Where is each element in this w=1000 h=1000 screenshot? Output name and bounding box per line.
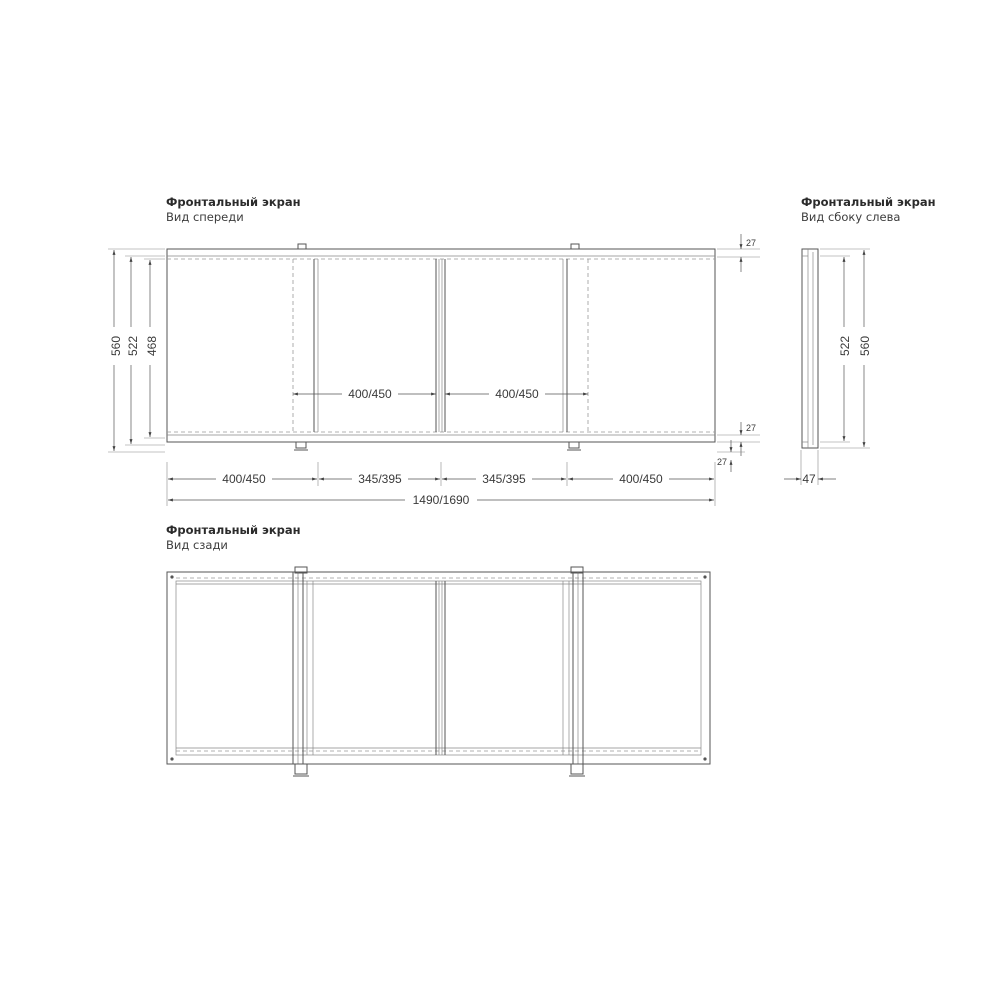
dim-front-height-total: 560 <box>109 335 123 357</box>
side-view-drawing <box>784 249 877 486</box>
side-view-title: Фронтальный экран <box>801 195 936 209</box>
dim-front-seg-3: 345/395 <box>482 472 526 486</box>
dim-front-seg-2: 345/395 <box>358 472 402 486</box>
front-rail-dimensions <box>717 234 760 472</box>
back-frame-outer <box>167 572 710 764</box>
front-foot <box>296 442 306 448</box>
dim-front-foot: 27 <box>717 457 728 467</box>
front-view-drawing <box>167 244 715 450</box>
front-vertical-dimensions <box>101 249 165 452</box>
front-foot <box>569 442 579 448</box>
screw <box>170 575 173 578</box>
dim-front-top-rail: 27 <box>746 238 757 248</box>
screw <box>703 575 706 578</box>
dim-front-sliding-left: 400/450 <box>348 387 392 401</box>
dim-front-total-width: 1490/1690 <box>412 493 470 507</box>
back-view-title: Фронтальный экран <box>166 523 301 537</box>
top-bracket <box>298 244 306 249</box>
side-profile <box>802 249 818 448</box>
front-view-subtitle: Вид спереди <box>166 210 244 224</box>
front-sliding-dimensions <box>293 386 588 401</box>
dim-front-bottom-rail: 27 <box>746 423 757 433</box>
front-frame-outer <box>167 249 715 442</box>
front-horizontal-dimensions <box>167 462 715 507</box>
dim-front-height-inner: 468 <box>145 335 159 357</box>
screw <box>703 757 706 760</box>
dim-front-seg-4: 400/450 <box>619 472 663 486</box>
dim-side-height-panel: 522 <box>838 335 852 357</box>
screw <box>170 757 173 760</box>
back-bracket <box>571 764 583 774</box>
dim-side-depth: 47 <box>802 472 816 486</box>
dim-front-sliding-right: 400/450 <box>495 387 539 401</box>
dim-front-height-panel: 522 <box>126 335 140 357</box>
front-view-title: Фронтальный экран <box>166 195 301 209</box>
back-view-drawing <box>167 567 710 776</box>
side-view-subtitle: Вид сбоку слева <box>801 210 901 224</box>
top-bracket <box>571 244 579 249</box>
back-bracket <box>295 764 307 774</box>
dim-front-seg-1: 400/450 <box>222 472 266 486</box>
dim-side-height-total: 560 <box>858 335 872 357</box>
back-view-subtitle: Вид сзади <box>166 538 228 552</box>
